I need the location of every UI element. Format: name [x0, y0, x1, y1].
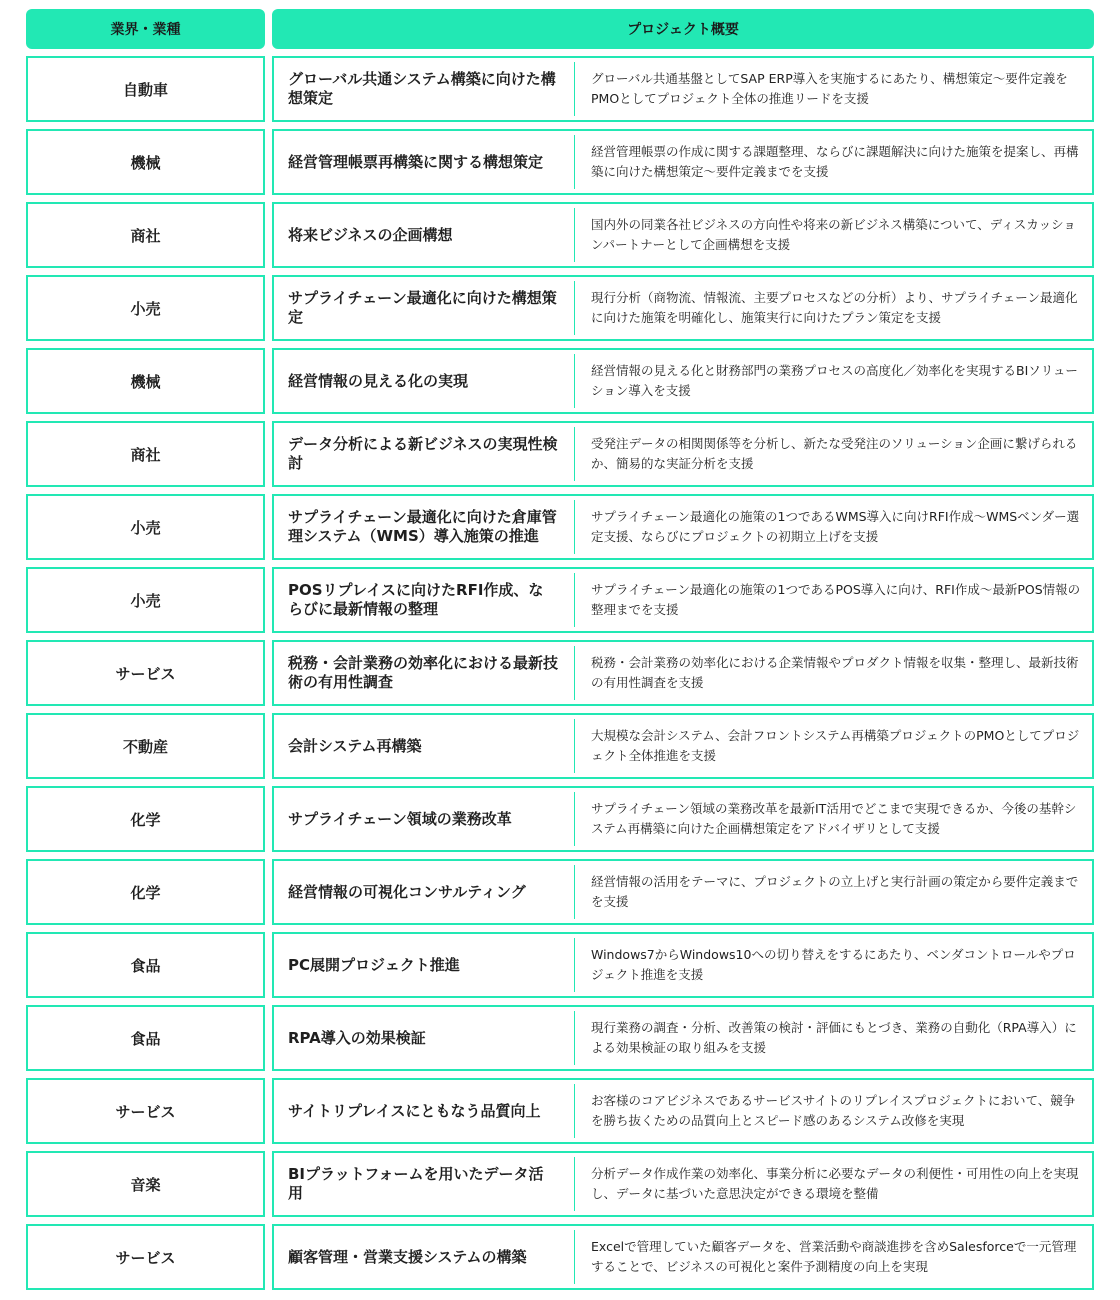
- table-row: [26, 567, 1094, 633]
- table-row: [26, 932, 1094, 998]
- project-cell: [272, 713, 1094, 779]
- project-title: 将来ビジネスの企画構想: [288, 225, 453, 244]
- project-cell: [272, 932, 1094, 998]
- industry-cell: 商社: [26, 421, 265, 487]
- project-description: 受発注データの相関関係等を分析し、新たな受発注のソリューション企画に繋げられるか、簡易的な実証分析を支援: [591, 436, 1078, 471]
- project-cell: [272, 494, 1094, 560]
- industry-cell: サービス: [26, 1224, 265, 1290]
- table-row: [26, 640, 1094, 706]
- project-description: サプライチェーン領域の業務改革を最新IT活用でどこまで実現できるか、今後の基幹システム再構築に向けた企画構想策定をアドバイザリとして支援: [591, 801, 1077, 836]
- project-description: Excelで管理していた顧客データを、営業活動や商談進捗を含めSalesforceで一元管理することで、ビジネスの可視化と案件予測精度の向上を実現: [591, 1239, 1077, 1274]
- project-title: グローバル共通システム構築に向けた構想策定: [288, 70, 556, 107]
- project-description: 現行分析（商物流、情報流、主要プロセスなどの分析）より、サプライチェーン最適化に向けた施策を明確化し、施策実行に向けたプラン策定を支援: [591, 290, 1078, 325]
- industry-cell: 自動車: [26, 56, 265, 122]
- industry-cell: 商社: [26, 202, 265, 268]
- table-row: [26, 1005, 1094, 1071]
- industry-cell: 音楽: [26, 1151, 265, 1217]
- table-row: [26, 421, 1094, 487]
- project-title: POSリプレイスに向けたRFI作成、ならびに最新情報の整理: [288, 581, 544, 618]
- project-cell: [272, 859, 1094, 925]
- project-title: 顧客管理・営業支援システムの構築: [288, 1247, 527, 1266]
- project-cell: [272, 202, 1094, 268]
- project-cell: [272, 129, 1094, 195]
- table-header: [26, 9, 1094, 49]
- project-title: 税務・会計業務の効率化における最新技術の有用性調査: [288, 654, 559, 691]
- table-row: [26, 129, 1094, 195]
- project-title: 経営情報の見える化の実現: [288, 371, 469, 390]
- project-description: 経営情報の見える化と財務部門の業務プロセスの高度化／効率化を実現するBIソリューション導入を支援: [591, 363, 1078, 398]
- industry-cell: 機械: [26, 129, 265, 195]
- project-cell: [272, 348, 1094, 414]
- project-table: [26, 9, 1094, 1297]
- table-row: [26, 275, 1094, 341]
- table-row: [26, 1224, 1094, 1290]
- industry-cell: 不動産: [26, 713, 265, 779]
- project-title: サプライチェーン最適化に向けた構想策定: [288, 289, 557, 326]
- industry-cell: 化学: [26, 859, 265, 925]
- project-description: 現行業務の調査・分析、改善策の検討・評価にもとづき、業務の自動化（RPA導入）による効果検証の取り組みを支援: [591, 1020, 1077, 1055]
- project-cell: [272, 640, 1094, 706]
- industry-cell: 化学: [26, 786, 265, 852]
- industry-cell: 食品: [26, 1005, 265, 1071]
- project-description: サプライチェーン最適化の施策の1つであるWMS導入に向けRFI作成～WMSベンダー選定支援、ならびにプロジェクトの初期立上げを支援: [591, 509, 1080, 544]
- project-title: PC展開プロジェクト推進: [288, 955, 460, 974]
- project-description: 大規模な会計システム、会計フロントシステム再構築プロジェクトのPMOとしてプロジェクト全体推進を支援: [591, 728, 1080, 763]
- industry-cell: サービス: [26, 640, 265, 706]
- project-title: データ分析による新ビジネスの実現性検討: [288, 435, 558, 472]
- table-row: [26, 859, 1094, 925]
- table-row: [26, 348, 1094, 414]
- project-cell: [272, 1078, 1094, 1144]
- project-title: 会計システム再構築: [288, 736, 422, 755]
- table-body: [26, 56, 1094, 1290]
- project-title: 経営管理帳票再構築に関する構想策定: [288, 152, 544, 171]
- project-description: グローバル共通基盤としてSAP ERP導入を実施するにあたり、構想策定～要件定義をPMOとしてプロジェクト全体の推進リードを支援: [591, 71, 1068, 106]
- project-cell: [272, 56, 1094, 122]
- project-title: BIプラットフォームを用いたデータ活用: [288, 1165, 544, 1202]
- project-description: 経営情報の活用をテーマに、プロジェクトの立上げと実行計画の策定から要件定義までを支援: [591, 874, 1079, 909]
- table-row: [26, 713, 1094, 779]
- industry-cell: サービス: [26, 1078, 265, 1144]
- project-cell: [272, 1224, 1094, 1290]
- project-title: サイトリプレイスにともなう品質向上: [288, 1101, 541, 1120]
- industry-cell: 食品: [26, 932, 265, 998]
- table-row: [26, 202, 1094, 268]
- project-title: サプライチェーン領域の業務改革: [288, 809, 512, 828]
- industry-cell: 小売: [26, 567, 265, 633]
- project-description: 国内外の同業各社ビジネスの方向性や将来の新ビジネス構築について、ディスカッションパートナーとして企画構想を支援: [591, 217, 1076, 252]
- project-cell: [272, 1151, 1094, 1217]
- project-title: 経営情報の可視化コンサルティング: [288, 882, 526, 901]
- table-row: [26, 786, 1094, 852]
- project-cell: [272, 421, 1094, 487]
- project-title: サプライチェーン最適化に向けた倉庫管理システム（WMS）導入施策の推進: [288, 508, 557, 545]
- table-row: [26, 56, 1094, 122]
- project-description: 分析データ作成作業の効率化、事業分析に必要なデータの利便性・可用性の向上を実現し、データに基づいた意思決定ができる環境を整備: [591, 1166, 1079, 1201]
- project-cell: [272, 275, 1094, 341]
- project-cell: [272, 567, 1094, 633]
- project-description: 税務・会計業務の効率化における企業情報やプロダクト情報を収集・整理し、最新技術の有用性調査を支援: [591, 655, 1079, 690]
- project-cell: [272, 786, 1094, 852]
- project-cell: [272, 1005, 1094, 1071]
- table-row: [26, 1078, 1094, 1144]
- project-title: RPA導入の効果検証: [288, 1028, 426, 1047]
- industry-cell: 機械: [26, 348, 265, 414]
- project-description: サプライチェーン最適化の施策の1つであるPOS導入に向け、RFI作成～最新POS情報の整理までを支援: [591, 582, 1081, 617]
- project-description: Windows7からWindows10への切り替えをするにあたり、ベンダコントロールやプロジェクト推進を支援: [591, 947, 1076, 982]
- project-description: お客様のコアビジネスであるサービスサイトのリプレイスプロジェクトにおいて、競争を勝ち抜くための品質向上とスピード感のあるシステム改修を実現: [591, 1093, 1076, 1128]
- table-row: [26, 494, 1094, 560]
- header-overview: プロジェクト概要: [272, 9, 1094, 49]
- industry-cell: 小売: [26, 494, 265, 560]
- table-row: [26, 1151, 1094, 1217]
- header-industry: 業界・業種: [26, 9, 265, 49]
- industry-cell: 小売: [26, 275, 265, 341]
- project-description: 経営管理帳票の作成に関する課題整理、ならびに課題解決に向けた施策を提案し、再構築に向けた構想策定～要件定義までを支援: [591, 144, 1079, 179]
